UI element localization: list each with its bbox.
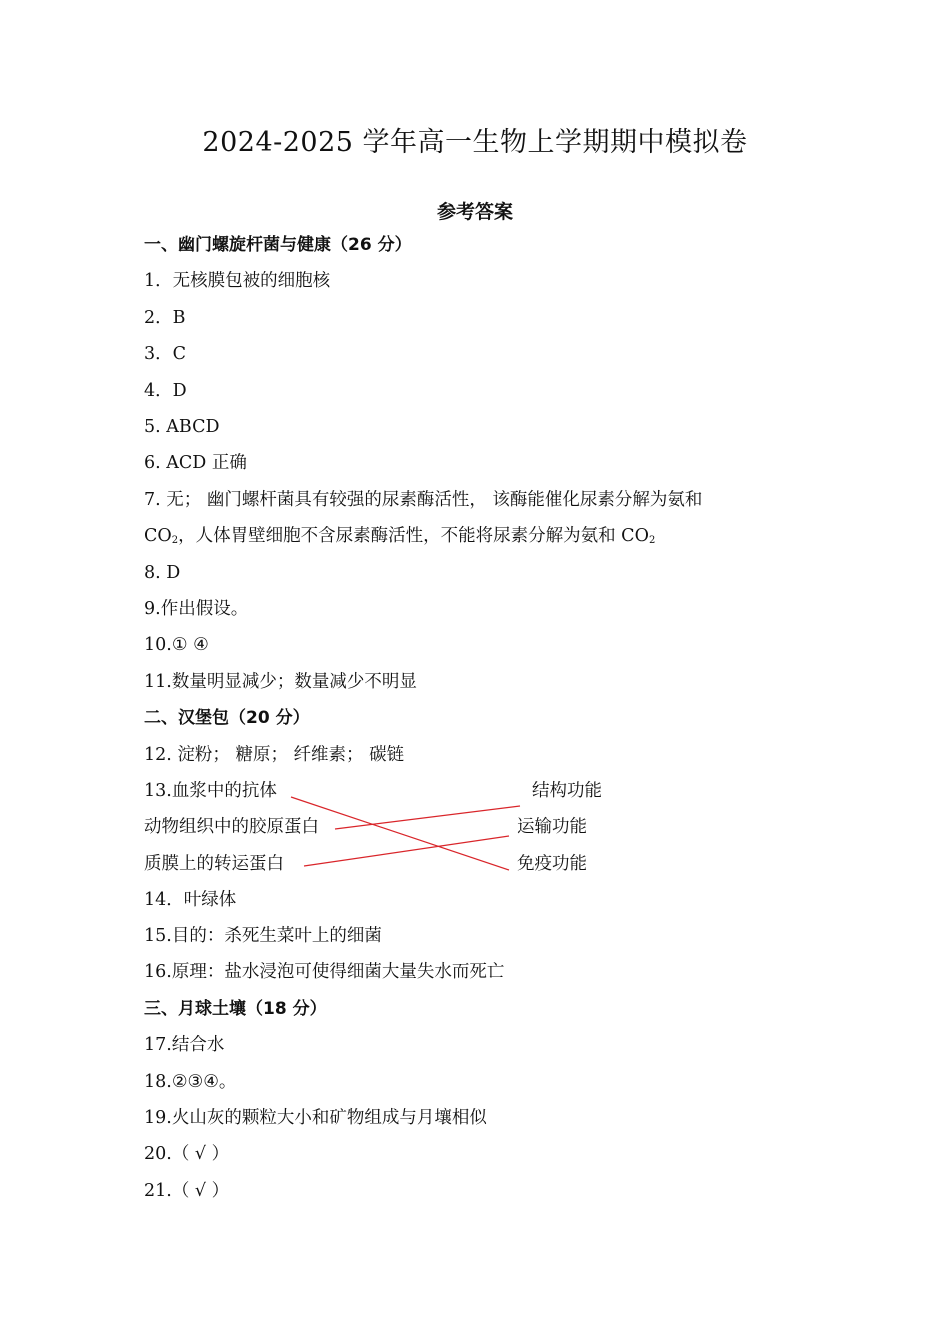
answer-12: 12. 淀粉； 糖原； 纤维素； 碳链	[144, 745, 405, 765]
answer-1: 1．无核膜包被的细胞核	[144, 271, 331, 291]
answer-8: 8. D	[144, 563, 181, 583]
answer-15: 15.目的：杀死生菜叶上的细菌	[144, 926, 382, 946]
match-left-2: 动物组织中的胶原蛋白	[144, 817, 319, 837]
match-right-2: 运输功能	[517, 817, 587, 837]
answer-19: 19.火山灰的颗粒大小和矿物组成与月壤相似	[144, 1108, 487, 1128]
answer-2: 2．B	[144, 308, 186, 328]
answer-5: 5. ABCD	[144, 417, 220, 437]
page-subtitle: 参考答案	[436, 201, 513, 223]
answer-17: 17.结合水	[144, 1035, 225, 1055]
page-title: 2024-2025 学年高一生物上学期期中模拟卷	[202, 127, 748, 158]
answer-7-sub-b: 2	[648, 535, 656, 546]
answer-9: 9.作出假设。	[144, 599, 249, 619]
answer-14: 14．叶绿体	[144, 890, 237, 910]
section-heading-1: 一、幽门螺旋杆菌与健康（26 分）	[144, 235, 412, 255]
link-collagen-structure	[335, 806, 520, 829]
match-right-3: 免疫功能	[517, 854, 587, 874]
answer-3: 3．C	[144, 344, 187, 364]
link-transporter-transport	[304, 836, 509, 866]
section-heading-3: 三、月球土壤（18 分）	[144, 999, 327, 1019]
answer-20: 20.（ √ ）	[144, 1144, 230, 1164]
answer-7-sub-a: 2	[171, 535, 179, 546]
answer-11: 11.数量明显减少；数量减少不明显	[144, 672, 417, 692]
link-antibody-immune	[291, 797, 509, 870]
match-right-1: 结构功能	[532, 781, 602, 801]
answer-4: 4．D	[144, 381, 187, 401]
answer-7-mid: ，人体胃壁细胞不含尿素酶活性，不能将尿素分解为氨和 CO	[178, 526, 649, 546]
answer-7-co2-a: CO	[144, 526, 172, 546]
section-heading-2: 二、汉堡包（20 分）	[144, 708, 310, 728]
answer-10: 10.① ④	[144, 635, 209, 655]
answer-16: 16.原理：盐水浸泡可使得细菌大量失水而死亡	[144, 962, 505, 982]
answer-18: 18.②③④。	[144, 1072, 237, 1092]
answer-21: 21.（ √ ）	[144, 1181, 230, 1201]
answer-6: 6. ACD 正确	[144, 453, 247, 473]
match-left-3: 质膜上的转运蛋白	[144, 854, 284, 874]
match-left-1: 13.血浆中的抗体	[144, 781, 277, 801]
answer-7-line1: 7. 无； 幽门螺杆菌具有较强的尿素酶活性， 该酶能催化尿素分解为氨和	[144, 490, 703, 510]
